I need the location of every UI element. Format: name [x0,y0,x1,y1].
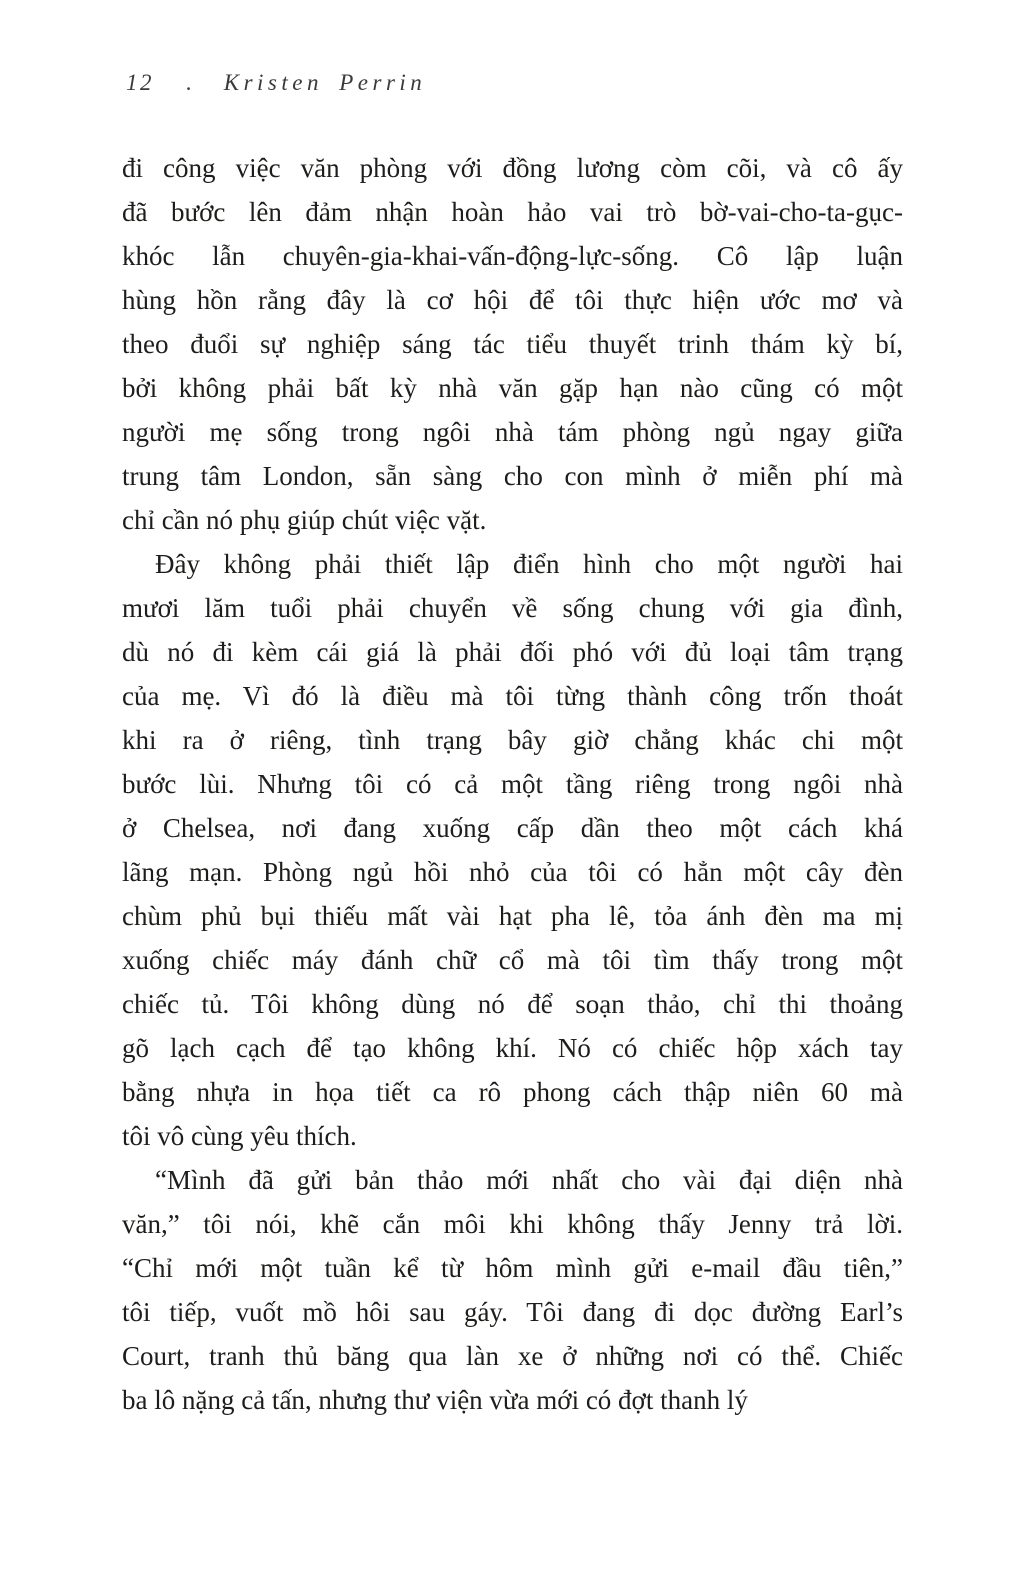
paragraph [122,1158,903,1422]
text-line: Đây không phải thiết lập điển hình cho một người hai [155,549,903,579]
text-line: bằng nhựa in họa tiết ca rô phong cách thập niên 60 mà [122,1077,903,1107]
text-line: đi công việc văn phòng với đồng lương còm cõi, và cô ấy [122,153,903,183]
text-line: tôi vô cùng yêu thích. [122,1121,357,1151]
text-line: gõ lạch cạch để tạo không khí. Nó có chiếc hộp xách tay [122,1033,903,1063]
text-line: bởi không phải bất kỳ nhà văn gặp hạn nào cũng có một [122,373,903,403]
paragraph [122,146,903,542]
text-line: chùm phủ bụi thiếu mất vài hạt pha lê, tỏa ánh đèn ma mị [122,901,903,931]
text-line: xuống chiếc máy đánh chữ cổ mà tôi tìm thấy trong một [122,945,903,975]
paragraph [122,542,903,1158]
text-line: văn,” tôi nói, khẽ cắn môi khi không thấy Jenny trả lời. [122,1209,903,1239]
text-line: ba lô nặng cả tấn, nhưng thư viện vừa mới có đợt thanh lý [122,1385,748,1415]
page-number: 12 [126,70,154,95]
text-line: dù nó đi kèm cái giá là phải đối phó với đủ loại tâm trạng [122,637,903,667]
text-line: đã bước lên đảm nhận hoàn hảo vai trò bờ-vai-cho-ta-gục- [122,197,903,227]
text-line: Court, tranh thủ băng qua làn xe ở những nơi có thể. Chiếc [122,1341,903,1371]
text-line: lãng mạn. Phòng ngủ hồi nhỏ của tôi có hẳn một cây đèn [122,857,903,887]
header-separator: . [186,70,195,95]
text-line: mươi lăm tuổi phải chuyển về sống chung với gia đình, [122,593,903,623]
body-text [122,146,903,1422]
text-line: ở Chelsea, nơi đang xuống cấp dần theo một cách khá [122,813,903,843]
text-line: bước lùi. Nhưng tôi có cả một tầng riêng trong ngôi nhà [122,769,903,799]
text-line: khi ra ở riêng, tình trạng bây giờ chẳng khác chi một [122,725,903,755]
page-header [126,70,426,96]
text-line: theo đuổi sự nghiệp sáng tác tiểu thuyết trinh thám kỳ bí, [122,329,903,359]
text-line: chỉ cần nó phụ giúp chút việc vặt. [122,505,487,535]
text-line: chiếc tủ. Tôi không dùng nó để soạn thảo, chỉ thi thoảng [122,989,903,1019]
text-line: hùng hồn rằng đây là cơ hội để tôi thực hiện ước mơ và [122,285,903,315]
author-name: Kristen Perrin [223,70,427,95]
text-line: “Chỉ mới một tuần kể từ hôm mình gửi e-mail đầu tiên,” [122,1253,903,1283]
text-line: tôi tiếp, vuốt mồ hôi sau gáy. Tôi đang đi dọc đường Earl’s [122,1297,903,1327]
text-line: trung tâm London, sẵn sàng cho con mình ở miễn phí mà [122,461,903,491]
text-line: khóc lẫn chuyên-gia-khai-vấn-động-lực-sống. Cô lập luận [122,241,903,271]
text-line: của mẹ. Vì đó là điều mà tôi từng thành công trốn thoát [122,681,903,711]
text-line: “Mình đã gửi bản thảo mới nhất cho vài đại diện nhà [155,1165,903,1195]
text-line: người mẹ sống trong ngôi nhà tám phòng ngủ ngay giữa [122,417,903,447]
